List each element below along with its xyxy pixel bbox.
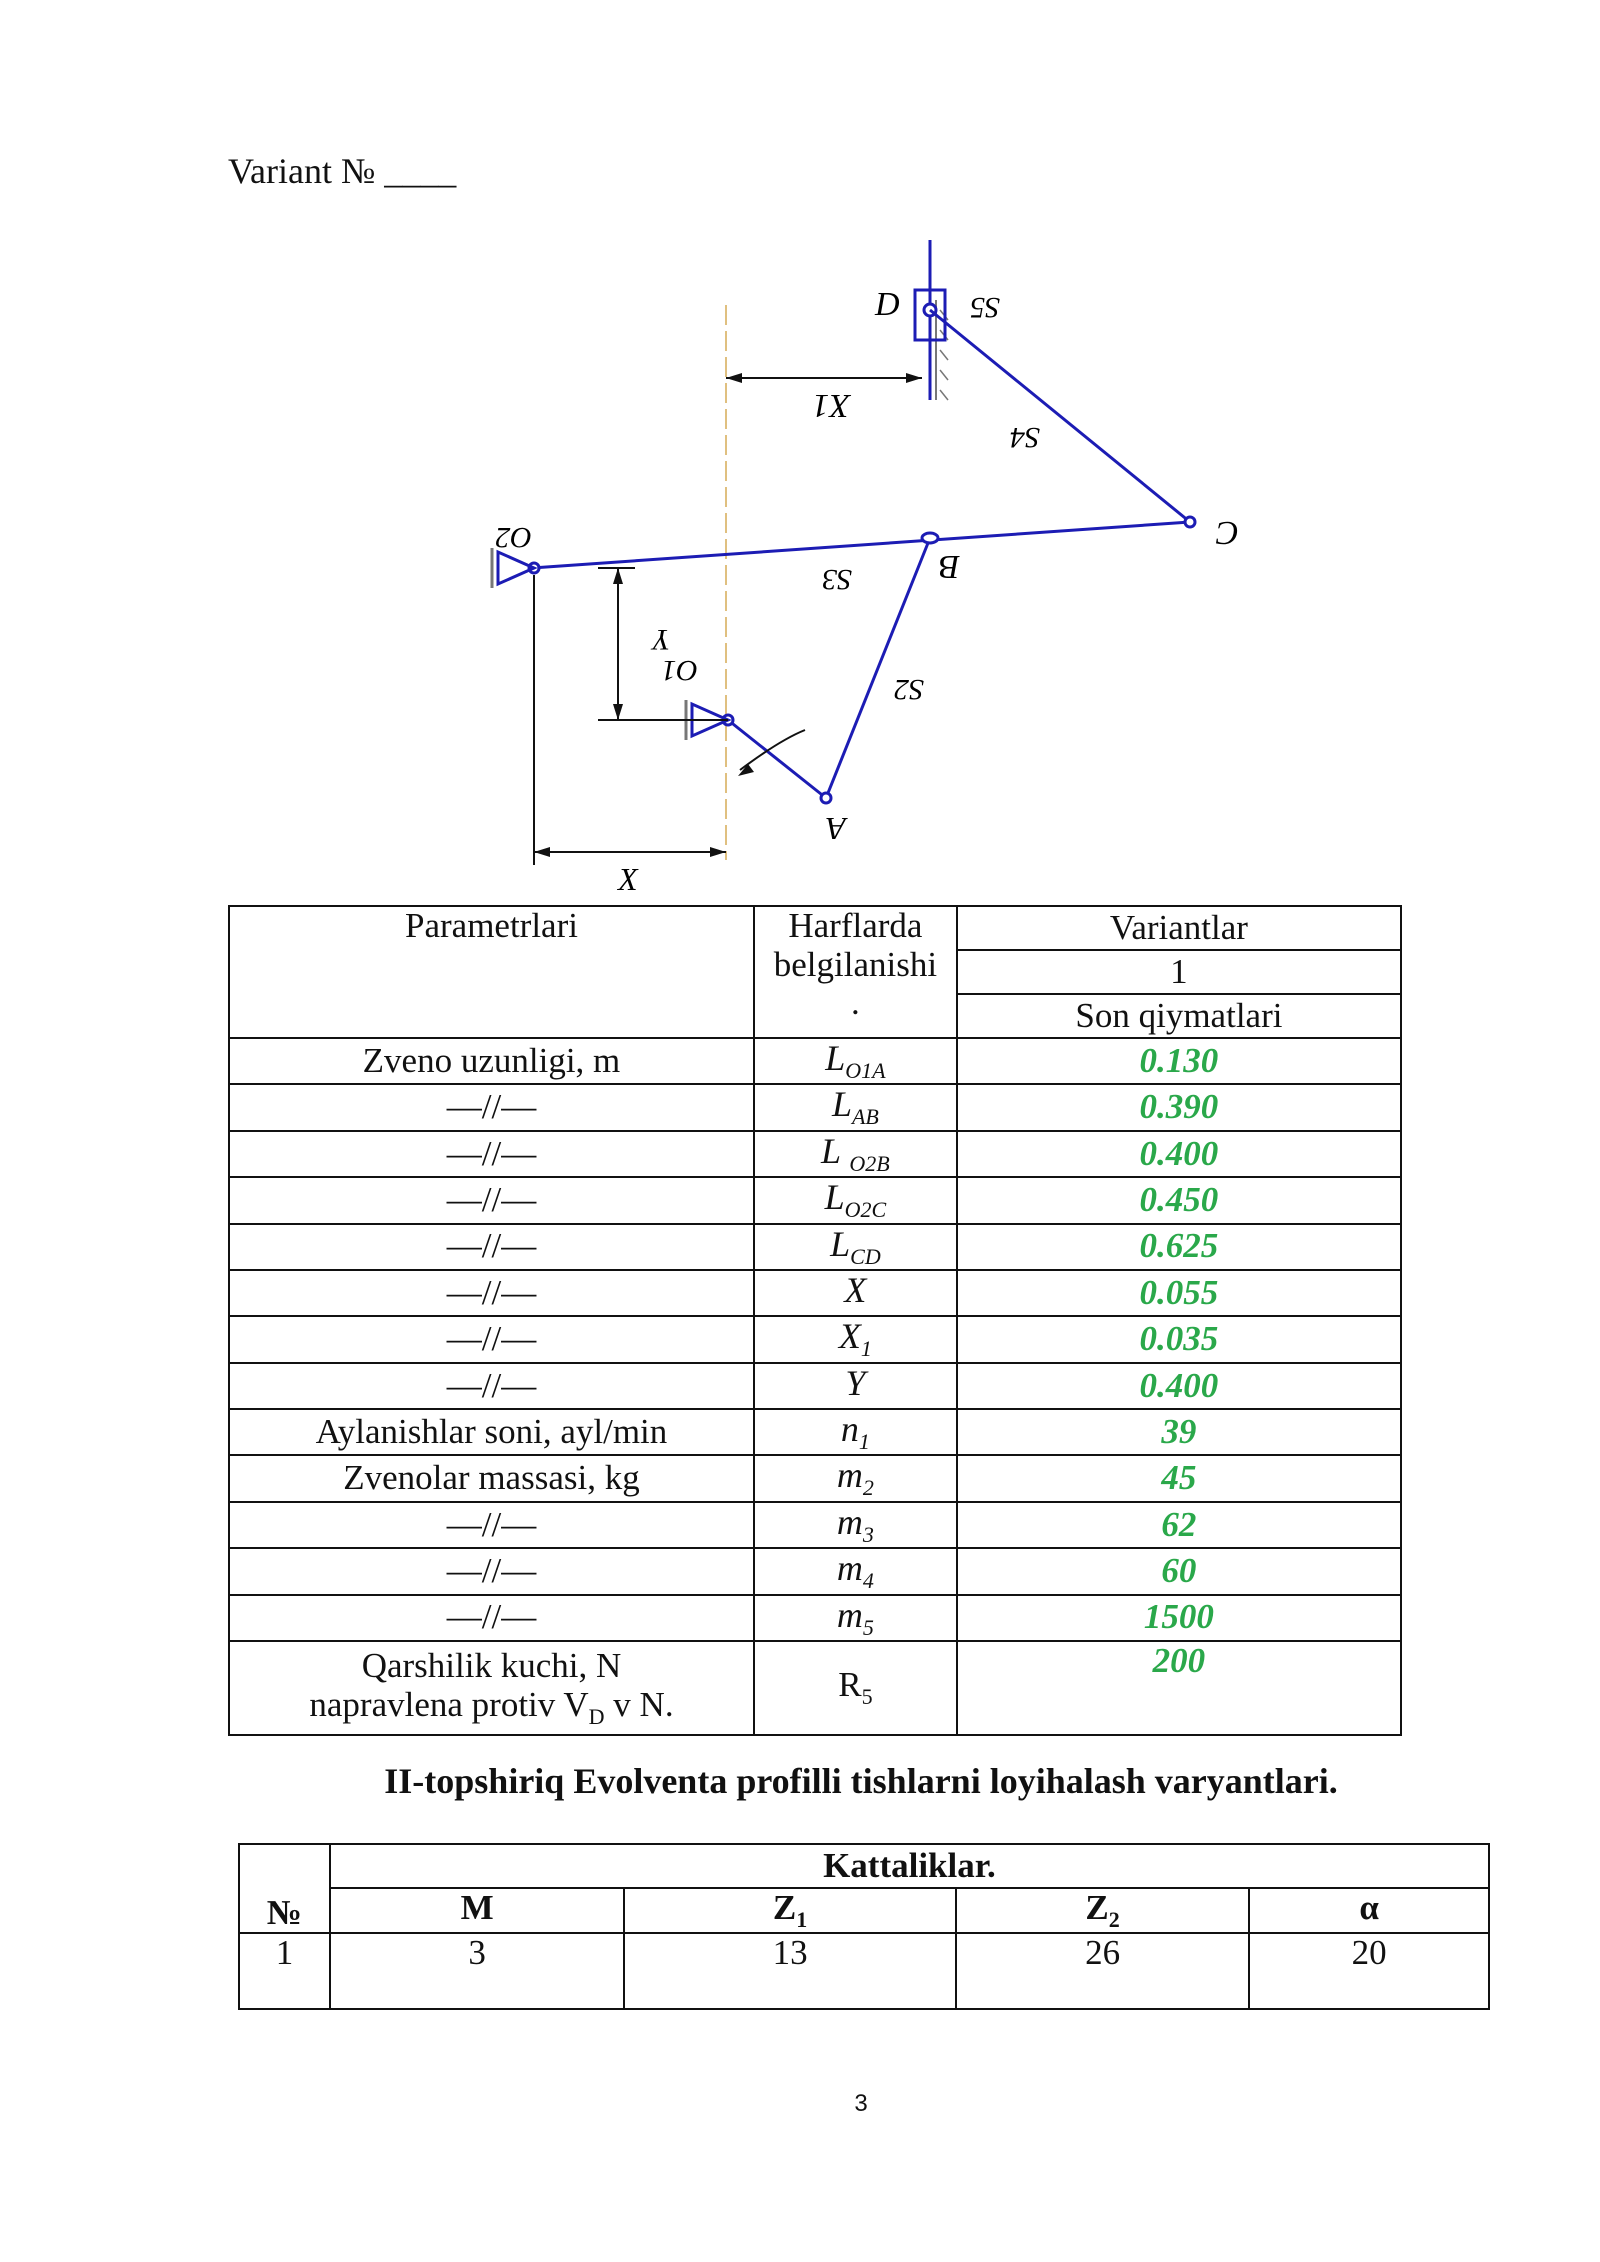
param-value: 0.055 (957, 1270, 1401, 1316)
param-value: 39 (957, 1409, 1401, 1455)
header-variant-number: 1 (957, 950, 1401, 994)
param-name: —//— (229, 1316, 754, 1362)
row-resistance-param: Qarshilik kuchi, N napravlena protiv $V_D$ v N. (229, 1641, 754, 1735)
row-no: 1 (239, 1933, 330, 2009)
label-s4: S4 (1010, 421, 1040, 454)
param-row (229, 1455, 1401, 1501)
param-row (229, 1270, 1401, 1316)
label-y: Y (653, 623, 670, 656)
param-name: —//— (229, 1224, 754, 1270)
cell-value: 26 (956, 1933, 1250, 2009)
param-row (229, 1131, 1401, 1177)
cell-value: 20 (1249, 1933, 1489, 2009)
param-symbol: X (754, 1270, 957, 1316)
param-value: 45 (957, 1455, 1401, 1501)
label-x1: X1 (812, 387, 850, 424)
param-symbol: $n_1$ (754, 1409, 957, 1455)
label-d: D (875, 286, 900, 323)
param-symbol: $m_2$ (754, 1455, 957, 1501)
param-value: 62 (957, 1502, 1401, 1548)
param-row (229, 1084, 1401, 1130)
param-name: Aylanishlar soni, ayl/min (229, 1409, 754, 1455)
param-row (229, 1363, 1401, 1409)
label-s3: S3 (822, 563, 852, 596)
header-symbol: Harflarda belgilanishi . (754, 906, 957, 1038)
param-row (229, 1595, 1401, 1641)
param-value: 0.390 (957, 1084, 1401, 1130)
cell-value: 3 (330, 1933, 625, 2009)
param-name: —//— (229, 1131, 754, 1177)
param-symbol: L $_{O2B}$ (754, 1131, 957, 1177)
cell-value: 13 (624, 1933, 955, 2009)
param-symbol: $m_3$ (754, 1502, 957, 1548)
row-resistance-value: 200 (957, 1641, 1401, 1735)
supports (492, 548, 728, 740)
param-name: —//— (229, 1595, 754, 1641)
header-variants: Variantlar (957, 906, 1401, 950)
label-a: A (826, 811, 846, 847)
param-value: 0.450 (957, 1177, 1401, 1223)
param-symbol: $X_1$ (754, 1316, 957, 1362)
param-name: Zveno uzunligi, m (229, 1038, 754, 1084)
links (529, 310, 1195, 803)
param-value: 1500 (957, 1595, 1401, 1641)
gear-parameters-table (238, 1843, 1490, 2010)
col-header: $Z_2$ (956, 1888, 1250, 1933)
parameters-table (228, 905, 1402, 1736)
header-param: Parametrlari (229, 906, 754, 1038)
param-row (229, 1502, 1401, 1548)
param-symbol: $L_{O1A}$ (754, 1038, 957, 1084)
param-symbol: $m_4$ (754, 1548, 957, 1594)
param-value: 0.400 (957, 1363, 1401, 1409)
param-row (229, 1038, 1401, 1084)
param-value: 0.400 (957, 1131, 1401, 1177)
page-number: 3 (854, 2090, 868, 2117)
param-name: —//— (229, 1502, 754, 1548)
param-row (229, 1177, 1401, 1223)
mechanism-diagram (470, 230, 1280, 900)
param-row (229, 1224, 1401, 1270)
param-name: —//— (229, 1084, 754, 1130)
param-value: 60 (957, 1548, 1401, 1594)
param-value: 0.035 (957, 1316, 1401, 1362)
param-name: —//— (229, 1177, 754, 1223)
col-no: № (239, 1844, 330, 1933)
variant-label: Variant № ____ (228, 151, 457, 191)
row-resistance-symbol: $R_5$ (754, 1641, 957, 1735)
label-x: X (618, 861, 638, 897)
param-name: —//— (229, 1270, 754, 1316)
task2-title: II-topshiriq Evolventa profilli tishlarni loyihalash varyantlari. (384, 1761, 1338, 1801)
param-row (229, 1548, 1401, 1594)
col-header: α (1249, 1888, 1489, 1933)
param-symbol: $L_{AB}$ (754, 1084, 957, 1130)
col-header: M (330, 1888, 625, 1933)
label-o1: O1 (661, 654, 698, 687)
param-row (229, 1316, 1401, 1362)
label-c: C (1216, 514, 1239, 551)
dimension-lines (534, 373, 922, 865)
label-b: B (939, 548, 960, 585)
param-symbol: $m_5$ (754, 1595, 957, 1641)
param-symbol: Y (754, 1363, 957, 1409)
param-symbol: $L_{O2C}$ (754, 1177, 957, 1223)
param-name: —//— (229, 1548, 754, 1594)
label-s2: S2 (894, 673, 924, 706)
param-row (229, 1409, 1401, 1455)
param-symbol: $L_{CD}$ (754, 1224, 957, 1270)
col-header: $Z_1$ (624, 1888, 955, 1933)
param-value: 0.625 (957, 1224, 1401, 1270)
param-value: 0.130 (957, 1038, 1401, 1084)
param-name: Zvenolar massasi, kg (229, 1455, 754, 1501)
param-name: —//— (229, 1363, 754, 1409)
group-header: Kattaliklar. (330, 1844, 1489, 1888)
label-o2: O2 (495, 521, 532, 554)
label-s5: S5 (970, 291, 1000, 324)
header-values: Son qiymatlari (957, 994, 1401, 1038)
